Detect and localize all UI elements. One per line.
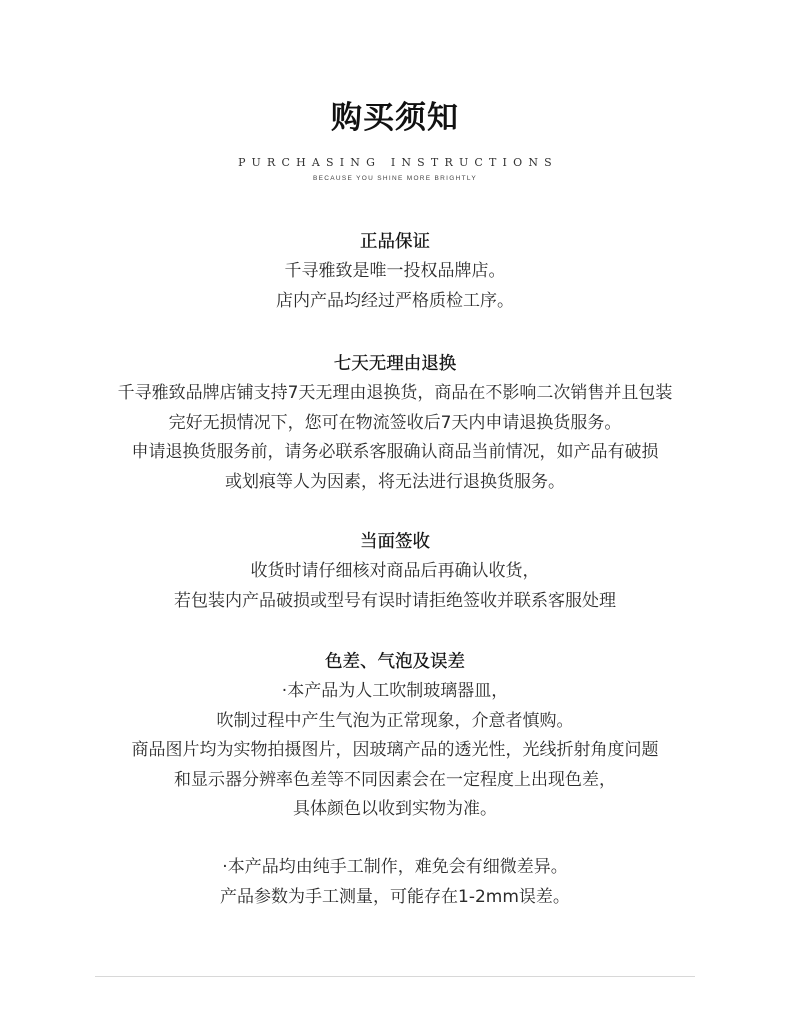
- section-line: 具体颜色以收到实物为准。: [293, 799, 497, 820]
- section-line: 店内产品均经过严格质检工序。: [276, 290, 514, 311]
- section-heading: 当面签收: [360, 532, 430, 552]
- section-line: 完好无损情况下，您可在物流签收后7天内申请退换货服务。: [168, 412, 622, 433]
- section-line: 申请退换货服务前，请务必联系客服确认商品当前情况，如产品有破损: [131, 442, 659, 463]
- note-line: 产品参数为手工测量，可能存在1-2mm误差。: [220, 886, 570, 907]
- section-seven-day-return: [0, 349, 790, 497]
- section-line: 收货时请仔细核对商品后再确认收货，: [250, 561, 540, 581]
- page-subtitle: PURCHASING INSTRUCTIONS: [238, 156, 558, 169]
- note-line: ·本产品均由纯手工制作，难免会有细微差异。: [222, 857, 568, 877]
- section-heading: 色差、气泡及误差: [325, 652, 465, 672]
- section-sign-on-delivery: [0, 527, 790, 616]
- handmade-note: [0, 853, 790, 912]
- bottom-divider: [95, 976, 695, 977]
- section-color-bubbles-tolerance: [0, 647, 790, 825]
- page-tagline: BECAUSE YOU SHINE MORE BRIGHTLY: [313, 175, 477, 182]
- section-line: ·本产品为人工吹制玻璃器皿，: [281, 681, 509, 701]
- section-heading: 正品保证: [360, 232, 430, 252]
- section-line: 吹制过程中产生气泡为正常现象，介意者慎购。: [216, 710, 574, 731]
- section-authentic-guarantee: [0, 227, 790, 316]
- page-title: 购买须知: [331, 100, 459, 136]
- section-heading: 七天无理由退换: [333, 354, 457, 374]
- section-line: 和显示器分辨率色差等不同因素会在一定程度上出现色差，: [174, 769, 616, 790]
- section-line: 千寻雅致是唯一投权品牌店。: [284, 261, 506, 281]
- section-line: 或划痕等人为因素，将无法进行退换货服务。: [225, 471, 565, 492]
- section-line: 商品图片均为实物拍摄图片，因玻璃产品的透光性，光线折射角度问题: [131, 740, 659, 761]
- section-line: 千寻雅致品牌店铺支持7天无理由退换货，商品在不影响二次销售并且包装: [117, 383, 673, 403]
- section-line: 若包装内产品破损或型号有误时请拒绝签收并联系客服处理: [174, 590, 616, 611]
